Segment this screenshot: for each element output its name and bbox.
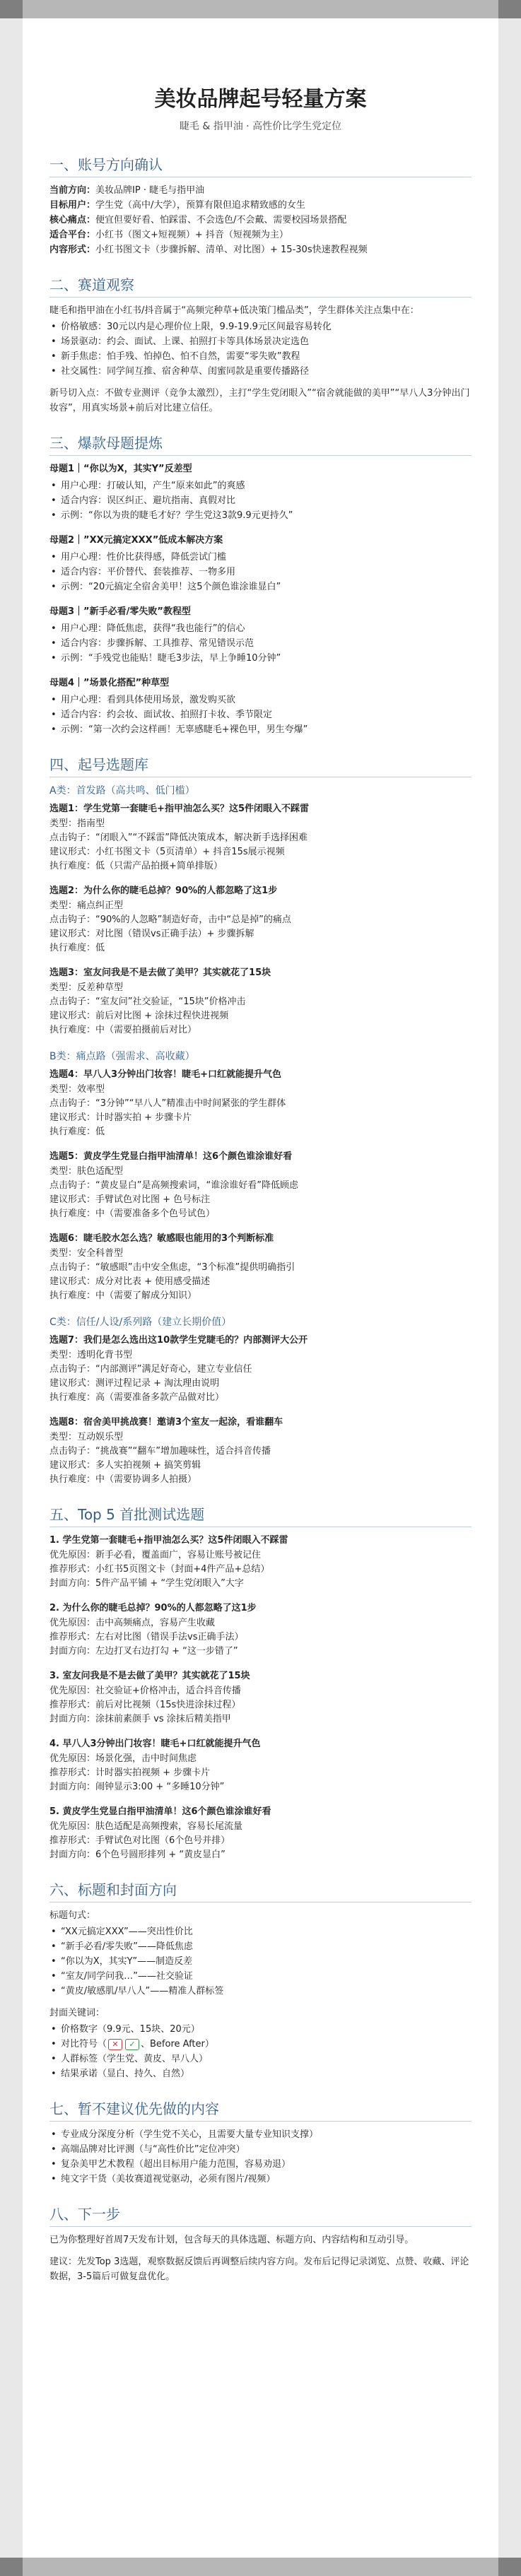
topic-line: 类型：安全科普型 [49,1248,124,1259]
topic-title: 选题4：早八人3分钟出门妆容！睫毛+口红就能提升气色 [49,1069,281,1080]
topic-line: 执行难度：低（只需产品拍摄+简单排版） [49,861,223,871]
topic-line: 建议形式：多人实拍视频 + 搞笑剪辑 [49,1460,201,1471]
topic-line: 推荐形式：前后对比视频（15s快进涂抹过程） [49,1700,241,1710]
topic-line: 建议形式：手臂试色对比图 + 色号标注 [49,1194,211,1205]
list-item: • “新手必看/零失败”——降低焦虑 [59,1939,472,1954]
cover-list [49,2022,472,2081]
topic-line: 推荐形式：小红书5页图文卡（封面+4件产品+总结） [49,1564,270,1575]
theme-title: 母题2｜”XX元搞定XXX”低成本解决方案 [49,535,223,546]
theme-bullets [49,693,472,737]
top-frame-bar-inner [23,0,498,18]
topic-line: 优先原因：场景化强，击中时间焦虑 [49,1753,197,1764]
topic-line: 执行难度：中（需要准备多个色号试色） [49,1208,216,1219]
account-direction-list [49,183,472,257]
topic-line: 建议形式：小红书图文卡（5页清单）+ 抖音15s展示视频 [49,847,285,857]
document-content [23,18,498,2284]
list-item: • 复杂美甲艺术教程（超出目标用户能力范围，容易劝退） [59,2157,472,2172]
top-frame-bar [0,0,521,18]
compare-suffix: 、Before After） [141,2039,214,2049]
list-item: • 用户心理：打破认知，产生“原来如此”的爽感 [59,478,472,493]
kv-row [49,228,472,242]
topic-line: 推荐形式：左右对比图（错误手法vs正确手法） [49,1632,244,1642]
list-item: • 适合内容：约会妆、面试妆、拍照打卡妆、季节限定 [59,707,472,722]
topic-title: 选题2：为什么你的睫毛总掉？90%的人都忽略了这1步 [49,886,278,896]
topic-line: 类型：肤色适配型 [49,1166,124,1177]
kv-row [49,198,472,213]
topic-line: 建议形式：对比图（错误vs正确手法）+ 步骤拆解 [49,929,254,939]
topic-line: 优先原因：击中高频痛点，容易产生收藏 [49,1618,216,1628]
kv-value: 小红书（图文+短视频）+ 抖音（短视频为主） [95,230,288,240]
kv-key: 当前方向： [49,185,96,196]
topic-line: 推荐形式：手臂试色对比图（6个色号并排） [49,1835,230,1846]
track-note: 新号切入点：不做专业测评（竞争太激烈），主打“学生党闭眼入”“宿舍就能做的美甲”“早八人3分钟出门妆容”，用真实场景+前后对比建立信任。 [49,388,470,413]
topic-line: 建议形式：测评过程记录 + 淘汰理由说明 [49,1378,220,1389]
list-item: • 用户心理：性价比获得感，降低尝试门槛 [59,550,472,565]
kv-key: 适合平台： [49,230,96,240]
list-item: • 适合内容：平价替代、套装推荐、一物多用 [59,565,472,580]
topic-line: 类型：痛点纠正型 [49,900,124,911]
category-label: B类：痛点路（强需求、高收藏） [49,1051,195,1062]
list-item: • 结果承诺（显白、持久、自然） [59,2066,472,2081]
kv-value: 小红书图文卡（步骤拆解、清单、对比图）+ 15-30s快速教程视频 [95,245,368,255]
track-intro: 睫毛和指甲油在小红书/抖音属于“高频完种草+低决策门槛品类”，学生群体关注点集中在： [49,305,419,316]
document-subtitle: 睫毛 & 指甲油 · 高性价比学生党定位 [179,121,342,132]
document-title: 美妆品牌起号轻量方案 [154,87,367,112]
list-item: • 社交属性：同学间互推、宿舍种草、闺蜜同款是重要传播路径 [59,364,472,379]
topic-line: 优先原因：肤色适配是高频搜索，容易长尾流量 [49,1821,243,1832]
topic-line: 类型：互动娱乐型 [49,1432,124,1442]
theme-title: 母题1｜“你以为X，其实Y”反差型 [49,464,192,474]
list-item [59,2037,472,2052]
next-steps-paragraph: 已为你整理好首周7天发布计划，包含每天的具体选题、标题方向、内容结构和互动引导。 [49,2235,414,2245]
not-recommended-list [49,2127,472,2187]
topic-line: 执行难度：中（需要协调多人拍摄） [49,1474,197,1485]
topic-line: 类型：透明化背书型 [49,1350,133,1360]
topic-line: 执行难度：高（需要准备多款产品做对比） [49,1392,225,1403]
category-label: A类：首发路（高共鸣、低门槛） [49,785,195,796]
topic-line: 建议形式：成分对比表 + 使用感受描述 [49,1276,211,1287]
kv-key: 核心痛点： [49,215,96,225]
topic-line: 推荐形式：计时器实拍视频 + 步骤卡片 [49,1768,211,1778]
kv-row [49,183,472,198]
bottom-frame-bar-inner [23,2558,498,2576]
list-item: • 适合内容：步骤拆解、工具推荐、常见错误示范 [59,636,472,651]
topic-line: 点击钩子：“黄皮显白”是高频搜索词，“谁涂谁好看”降低顾虑 [49,1180,298,1191]
kv-value: 便宜但要好看、怕踩雷、不会选色/不会戴、需要校园场景搭配 [95,215,347,225]
list-item: • 人群标签（学生党、黄皮、早八人） [59,2052,472,2066]
list-item: • 价格敏感：30元以内是心理价位上限，9.9-19.9元区间最容易转化 [59,319,472,334]
bottom-frame-bar [0,2558,521,2576]
topic-title: 选题6：睫毛胶水怎么选？敏感眼也能用的3个判断标准 [49,1233,274,1244]
topic-line: 执行难度：低 [49,943,105,953]
top-topic-title: 3. 室友问我是不是去做了美甲？其实就花了15块 [49,1671,250,1681]
top-topic-title: 5. 黄皮学生党显白指甲油清单！这6个颜色谁涂谁好看 [49,1806,271,1817]
list-item: • 示例：“你以为贵的睫毛才好？学生党这3款9.9元更持久” [59,508,472,523]
section-heading-track-observation: 二、赛道观察 [49,276,472,298]
list-item: • 用户心理：降低焦虑，获得“我也能行”的信心 [59,621,472,636]
section-heading-account-direction: 一、账号方向确认 [49,155,472,177]
topic-title: 选题1：学生党第一套睫毛+指甲油怎么买？这5件闭眼入不踩雷 [49,804,309,814]
next-steps-suggestion: 建议：先发Top 3选题，观察数据反馈后再调整后续内容方向。发布后记得记录浏览、点赞、收藏、评论数据，3-5篇后可做复盘优化。 [49,2257,469,2282]
list-item: • 示例：“第一次约会这样画！无辜感睫毛+裸色甲，男生夸爆” [59,722,472,737]
formula-label: 标题句式： [49,1910,96,1921]
topic-line: 类型：效率型 [49,1084,105,1095]
kv-key: 内容形式： [49,245,96,255]
topic-line: 执行难度：低 [49,1127,105,1137]
topic-line: 执行难度：中（需要拍摄前后对比） [49,1025,197,1035]
section-heading-next-steps: 八、下一步 [49,2205,472,2227]
list-item: • 用户心理：看到具体使用场景，激发购买欲 [59,693,472,707]
list-item: • “室友/同学问我…”——社交验证 [59,1969,472,1984]
topic-line: 建议形式：前后对比图 + 涂抹过程快进视频 [49,1011,229,1021]
theme-title: 母题3｜”新手必看/零失败”教程型 [49,606,191,617]
section-heading-topic-library: 四、起号选题库 [49,755,472,777]
list-item: • “XX元搞定XXX”——突出性价比 [59,1924,472,1939]
section-heading-not-recommended: 七、暂不建议优先做的内容 [49,2100,472,2122]
compare-prefix: 对比符号（ [61,2039,107,2049]
track-bullets [49,319,472,379]
theme-title: 母题4｜”场景化搭配”种草型 [49,678,170,688]
section-heading-viral-themes: 三、爆款母题提炼 [49,434,472,456]
list-item: • 示例：“手残党也能贴！睫毛3步法，早上争睡10分钟” [59,651,472,666]
list-item: • “黄皮/敏感肌/早八人”——精准人群标签 [59,1984,472,1999]
document-page [23,18,498,2558]
theme-bullets [49,478,472,523]
topic-line: 建议形式：计时器实拍 + 步骤卡片 [49,1112,192,1123]
cross-icon: ✕ [108,2039,122,2050]
topic-title: 选题5：黄皮学生党显白指甲油清单！这6个颜色谁涂谁好看 [49,1151,293,1162]
kv-value: 学生党（高中/大学），预算有限但追求精致感的女生 [95,200,305,211]
theme-bullets [49,550,472,594]
list-item: • 专业成分深度分析（学生党不关心，且需要大量专业知识支撑） [59,2127,472,2142]
list-item: • 价格数字（9.9元、15块、20元） [59,2022,472,2037]
kv-row [49,242,472,257]
topic-line: 封面方向：5件产品平铺 + “学生党闭眼入”大字 [49,1578,244,1589]
top-topic-title: 1. 学生党第一套睫毛+指甲油怎么买？这5件闭眼入不踩雷 [49,1535,288,1546]
top-topic-title: 2. 为什么你的睫毛总掉？90%的人都忽略了这1步 [49,1603,257,1613]
topic-line: 封面方向：涂抹前素颜手 vs 涂抹后精美指甲 [49,1714,231,1724]
topic-title: 选题3：室友问我是不是去做了美甲？其实就花了15块 [49,968,271,978]
topic-line: 点击钩子：“3分钟”“早八人”精准击中时间紧张的学生群体 [49,1098,286,1109]
top-topic-title: 4. 早八人3分钟出门妆容！睫毛+口红就能提升气色 [49,1739,261,1749]
topic-line: 点击钩子：“敏感眼”击中安全焦虑，“3个标准”提供明确指引 [49,1262,295,1273]
topic-title: 选题7：我们是怎么选出这10款学生党睫毛的？内部测评大公开 [49,1335,308,1346]
topic-line: 点击钩子：“90%的人忽略”制造好奇，击中“总是掉”的痛点 [49,914,291,925]
list-item: • 纯文字干货（美妆赛道视觉驱动，必须有图片/视频） [59,2172,472,2187]
checkmark-icon: ✓ [125,2039,139,2050]
kv-row [49,213,472,228]
kv-key: 目标用户： [49,200,96,211]
topic-line: 封面方向：左边打叉右边打勾 + “这一步错了” [49,1646,238,1657]
topic-line: 点击钩子：“挑战赛”“翻车”增加趣味性，适合抖音传播 [49,1446,271,1457]
section-heading-top5: 五、Top 5 首批测试选题 [49,1505,472,1527]
topic-line: 优先原因：社交验证+价格冲击，适合抖音传播 [49,1686,241,1696]
topic-line: 执行难度：中（需要了解成分知识） [49,1290,197,1301]
formula-list [49,1924,472,1999]
topic-line: 优先原因：新手必看，覆盖面广，容易让账号被记住 [49,1550,262,1560]
cover-label: 封面关键词： [49,2008,105,2018]
topic-line: 点击钩子：“室友问”社交验证，“15块”价格冲击 [49,996,246,1007]
topic-line: 封面方向：6个色号圆形排列 + “黄皮显白” [49,1849,226,1860]
kv-value: 美妆品牌IP · 睫毛与指甲油 [95,185,205,196]
topic-title: 选题8：宿舍美甲挑战赛！邀请3个室友一起涂，看谁翻车 [49,1417,283,1428]
topic-line: 类型：指南型 [49,818,105,829]
topic-line: 点击钩子：“内部测评”满足好奇心，建立专业信任 [49,1364,252,1375]
theme-bullets [49,621,472,666]
topic-line: 点击钩子：“闭眼入”“不踩雷”降低决策成本，解决新手选择困难 [49,833,308,843]
topic-line: 类型：反差种草型 [49,982,124,993]
list-item: • 适合内容：误区纠正、避坑指南、真假对比 [59,493,472,508]
category-label: C类：信任/人设/系列路（建立长期价值） [49,1317,232,1328]
list-item: • “你以为X，其实Y”——制造反差 [59,1954,472,1969]
list-item: • 新手焦虑：怕手残、怕掉色、怕不自然，需要“零失败”教程 [59,349,472,364]
list-item: • 示例：“20元搞定全宿舍美甲！这5个颜色谁涂谁显白” [59,580,472,594]
list-item: • 场景驱动：约会、面试、上课、拍照打卡等具体场景决定选色 [59,334,472,349]
list-item: • 高端品牌对比评测（与“高性价比”定位冲突） [59,2142,472,2157]
topic-line: 封面方向：闹钟显示3:00 + “多睡10分钟” [49,1782,225,1792]
section-heading-title-cover: 六、标题和封面方向 [49,1881,472,1902]
